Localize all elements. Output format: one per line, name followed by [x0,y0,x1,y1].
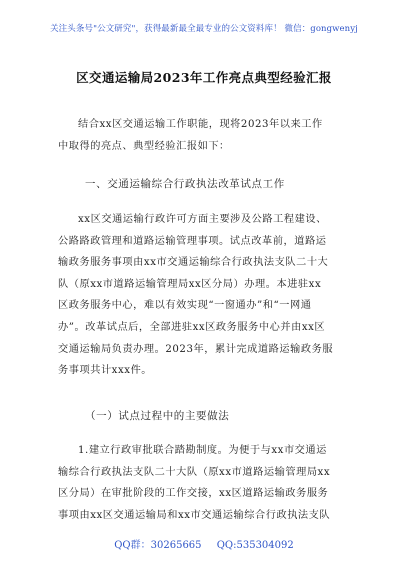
footer-contact [0,536,408,551]
paragraph-line: 办”。改革试点后，全部进驻xx区政务服务中心并由xx区 [58,321,326,333]
section-heading-1: 一、交通运输综合行政执法改革试点工作 [85,178,285,190]
header-banner: 关注头条号"公文研究"，获得最新最全最专业的公文资料库！ 微信：gongwenyj [50,24,358,34]
paragraph-line: 区分局）在审批阶段的工作交接，xx区道路运输政务服务 [58,488,329,500]
footer-qq-group: QQ群：30265665 [114,540,202,551]
paragraph-line: 输政务服务事项由xx市交通运输综合行政执法支队二十大 [58,257,329,269]
paragraph-line: xx区交通运输行政许可方面主要涉及公路工程建设、 [78,214,327,225]
paragraph-line: 事项由xx区交通运输局和xx市交通运输综合行政执法支队 [58,509,331,521]
paragraph-line: 交通运输局负责办理。2023年，累计完成道路运输政务服 [58,343,334,355]
paragraph-line: 输综合行政执法支队二十大队（原xx市道路运输管理局xx [58,466,331,478]
footer-qq-number: QQ:535304092 [216,540,294,551]
paragraph-line: 公路路政管理和道路运输管理事项。试点改革前，道路运 [58,235,327,247]
section-1-paragraph [58,209,358,382]
intro-paragraph [58,114,358,157]
paragraph-line: 务事项共计xxx件。 [58,365,153,377]
paragraph-line: 区政务服务中心，难以有效实现“一窗通办”和“一网通 [58,300,312,312]
document-title: 区交通运输局2023年工作亮点典型经验汇报 [76,70,332,85]
subsection-heading: （一）试点过程中的主要做法 [85,410,230,422]
subsection-paragraph [58,440,358,526]
paragraph-line: 中取得的亮点、典型经验汇报如下： [58,140,230,152]
paragraph-line: 队（原xx市道路运输管理局xx区分局）办理。本进驻xx [58,278,322,290]
paragraph-line: 结合xx区交通运输工作职能，现将2023年以来工作 [78,119,323,130]
paragraph-line: 1.建立行政审批联合踏勘制度。为便于与xx市交通运 [78,445,327,456]
